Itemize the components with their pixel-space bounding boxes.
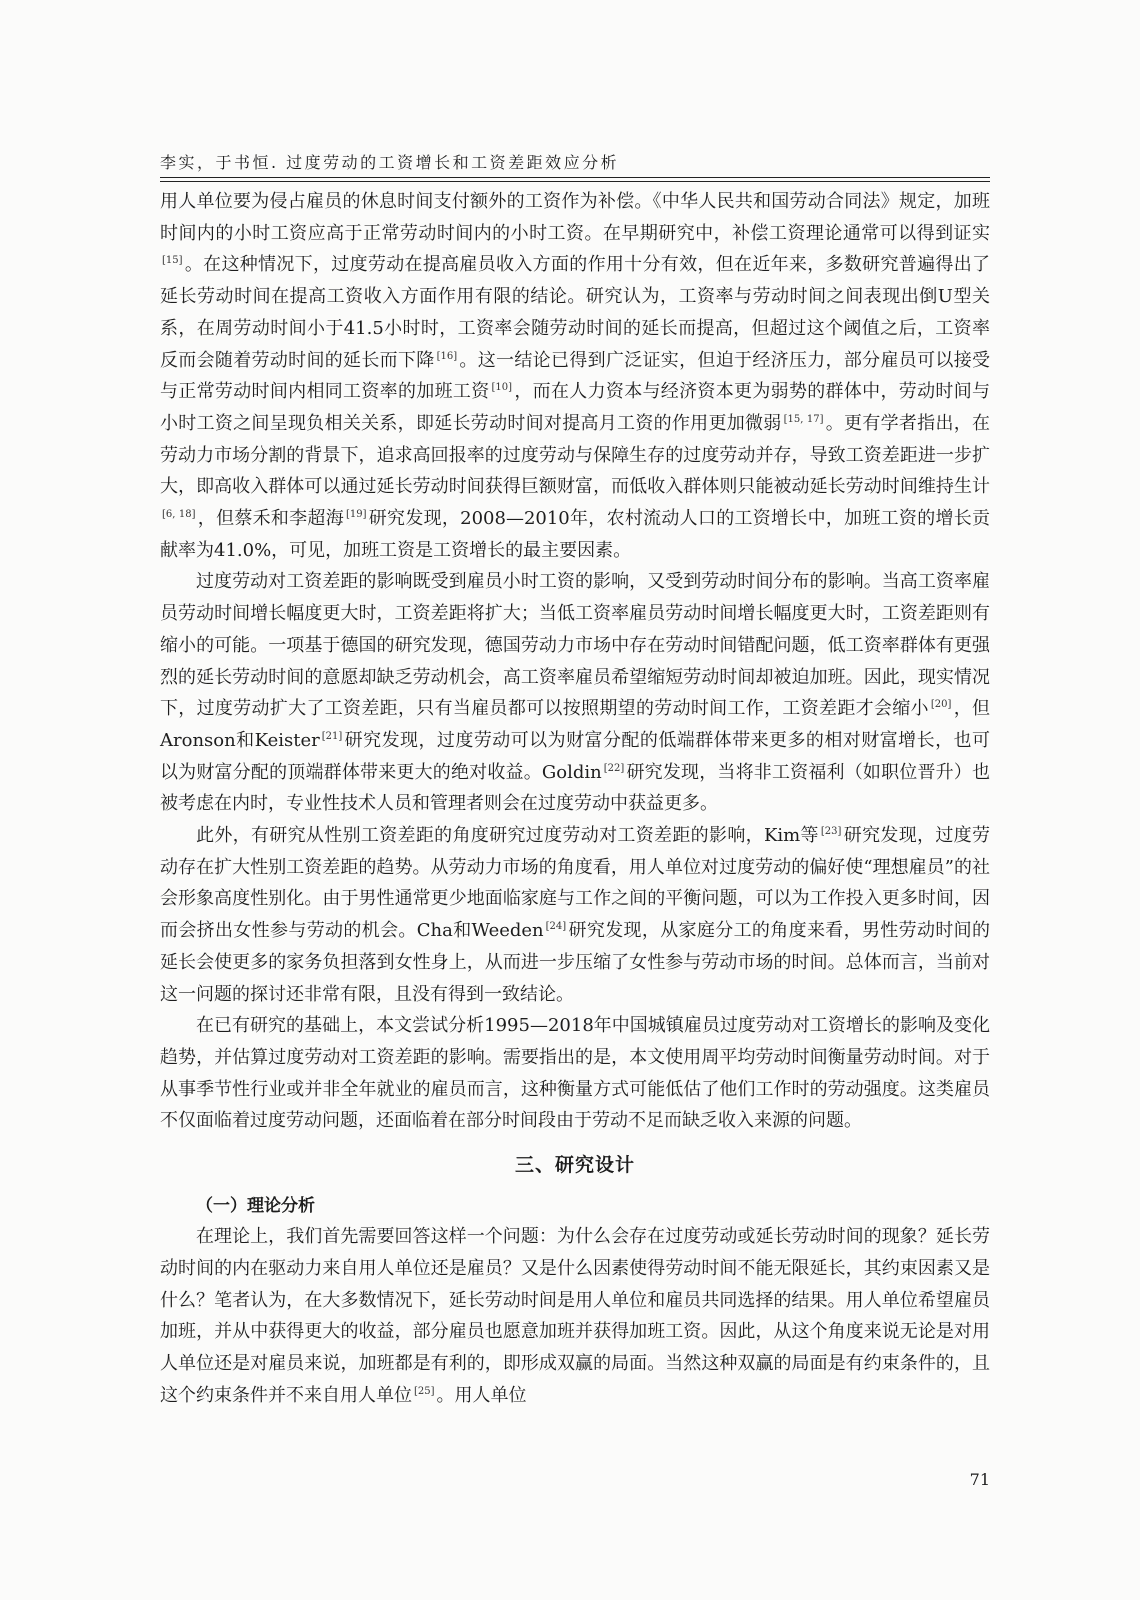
text-segment: 研究发现，2008—2010年，农村流动人口的工资增长中，加班工资的增长贡献率为41.0%，可见，加班工资是工资增长的最主要因素。	[160, 508, 991, 561]
citation-ref: [6, 18]	[162, 509, 196, 521]
text-segment: 。在这种情况下，过度劳动在提高雇员收入方面的作用十分有效，但在近年来，多数研究普遍得出了延长劳动时间在提高工资收入方面作用有限的结论。研究认为，工资率与劳动时间之间表现出倒U型关系，在周劳动时间小于41.5小时时，工资率会随劳动时间的延长而提高，但超过这个阈值之后，工资率反而会随着劳动时间的延长而下降	[160, 254, 990, 371]
text-segment: ，而在人力资本与经济资本更为弱势的群体中，劳动时间与小时工资之间呈现负相关关系，即延长劳动时间对提高月工资的作用更加微弱	[160, 381, 991, 434]
running-head: 李实，于书恒. 过度劳动的工资增长和工资差距效应分析	[160, 153, 620, 172]
text-segment: 过度劳动对工资差距的影响既受到雇员小时工资的影响，又受到劳动时间分布的影响。当高工资率雇员劳动时间增长幅度更大时，工资差距将扩大；当低工资率雇员劳动时间增长幅度更大时，工资差距则有缩小的可能。一项基于德国的研究发现，德国劳动力市场中存在劳动时间错配问题，低工资率群体有更强烈的延长劳动时间的意愿却缺乏劳动机会，高工资率雇员希望缩短劳动时间却被迫加班。因此，现实情况下，过度劳动扩大了工资差距，只有当雇员都可以按照期望的劳动时间工作，工资差距才会缩小	[160, 571, 990, 720]
text-segment: ，但Aronson和Keister	[160, 698, 991, 751]
text-segment: 研究发现，过度劳动存在扩大性别工资差距的趋势。从劳动力市场的角度看，用人单位对过度劳动的偏好使“理想雇员”的社会形象高度性别化。由于男性通常更少地面临家庭与工作之间的平衡问题，可以为工作投入更多时间，因而会挤出女性参与劳动的机会。Cha和Weeden	[160, 825, 990, 942]
body-text	[160, 186, 990, 1411]
subsection-title: （一）理论分析	[196, 1196, 315, 1217]
text-segment: 。更有学者指出，在劳动力市场分割的背景下，追求高回报率的过度劳动与保障生存的过度劳动并存，导致工资差距进一步扩大，即高收入群体可以通过延长劳动时间获得巨额财富，而低收入群体则只能被动延长劳动时间维持生计	[160, 412, 991, 498]
text-segment: 。这一结论已得到广泛证实，但迫于经济压力，部分雇员可以接受与正常劳动时间内相同工资率的加班工资	[160, 349, 990, 403]
citation-ref: [23]	[820, 826, 842, 838]
paragraph	[160, 1221, 990, 1411]
citation-ref: [20]	[930, 699, 952, 711]
text-segment: ，但蔡禾和李超海	[197, 508, 344, 530]
citation-ref: [16]	[436, 350, 458, 362]
text-segment: 在理论上，我们首先需要回答这样一个问题：为什么会存在过度劳动或延长劳动时间的现象？延长劳动时间的内在驱动力来自用人单位还是雇员？又是什么因素使得劳动时间不能无限延长，其约束因素又是什么？笔者认为，在大多数情况下，延长劳动时间是用人单位和雇员共同选择的结果。用人单位希望雇员加班，并从中获得更大的收益，部分雇员也愿意加班并获得加班工资。因此，从这个角度来说无论是对用人单位还是对雇员来说，加班都是有利的，即形成双赢的局面。当然这种双赢的局面是有约束条件的，且这个约束条件并不来自用人单位	[160, 1226, 990, 1406]
paragraph	[160, 820, 990, 1010]
text-segment: 研究发现，从家庭分工的角度来看，男性劳动时间的延长会使更多的家务负担落到女性身上，从而进一步压缩了女性参与劳动市场的时间。总体而言，当前对这一问题的探讨还非常有限，且没有得到一致结论。	[160, 920, 991, 1005]
page-number: 71	[969, 1470, 990, 1489]
paragraph	[160, 1010, 990, 1137]
text-segment: 。用人单位	[436, 1384, 527, 1406]
citation-ref: [22]	[603, 762, 625, 774]
citation-ref: [24]	[545, 921, 567, 933]
text-segment: 研究发现，过度劳动可以为财富分配的低端群体带来更多的相对财富增长，也可以为财富分配的顶端群体带来更大的绝对收益。Goldin	[160, 729, 990, 783]
citation-ref: [21]	[321, 730, 343, 742]
header-rule	[160, 177, 990, 178]
citation-ref: [10]	[491, 382, 513, 394]
header-rule-thin	[160, 181, 990, 182]
citation-ref: [25]	[414, 1385, 435, 1397]
text-segment: 在已有研究的基础上，本文尝试分析1995—2018年中国城镇雇员过度劳动对工资增长的影响及变化趋势，并估算过度劳动对工资差距的影响。需要指出的是，本文使用周平均劳动时间衡量劳动时间。对于从事季节性行业或并非全年就业的雇员而言，这种衡量方式可能低估了他们工作时的劳动强度。这类雇员不仅面临着过度劳动问题，还面临着在部分时间段由于劳动不足而缺乏收入来源的问题。	[160, 1015, 990, 1132]
section-title: 三、研究设计	[514, 1154, 635, 1177]
citation-ref: [15]	[162, 255, 183, 267]
text-segment: 用人单位要为侵占雇员的休息时间支付额外的工资作为补偿。《中华人民共和国劳动合同法》规定，加班时间内的小时工资应高于正常劳动时间内的小时工资。在早期研究中，补偿工资理论通常可以得到证实	[160, 191, 990, 244]
paragraph	[160, 186, 990, 566]
citation-ref: [15, 17]	[783, 413, 824, 425]
citation-ref: [19]	[345, 509, 367, 521]
paragraph	[160, 566, 990, 820]
text-segment: 此外，有研究从性别工资差距的角度研究过度劳动对工资差距的影响，Kim等	[196, 825, 819, 847]
text-segment: 研究发现，当将非工资福利（如职位晋升）也被考虑在内时，专业性技术人员和管理者则会在过度劳动中获益更多。	[160, 761, 990, 815]
